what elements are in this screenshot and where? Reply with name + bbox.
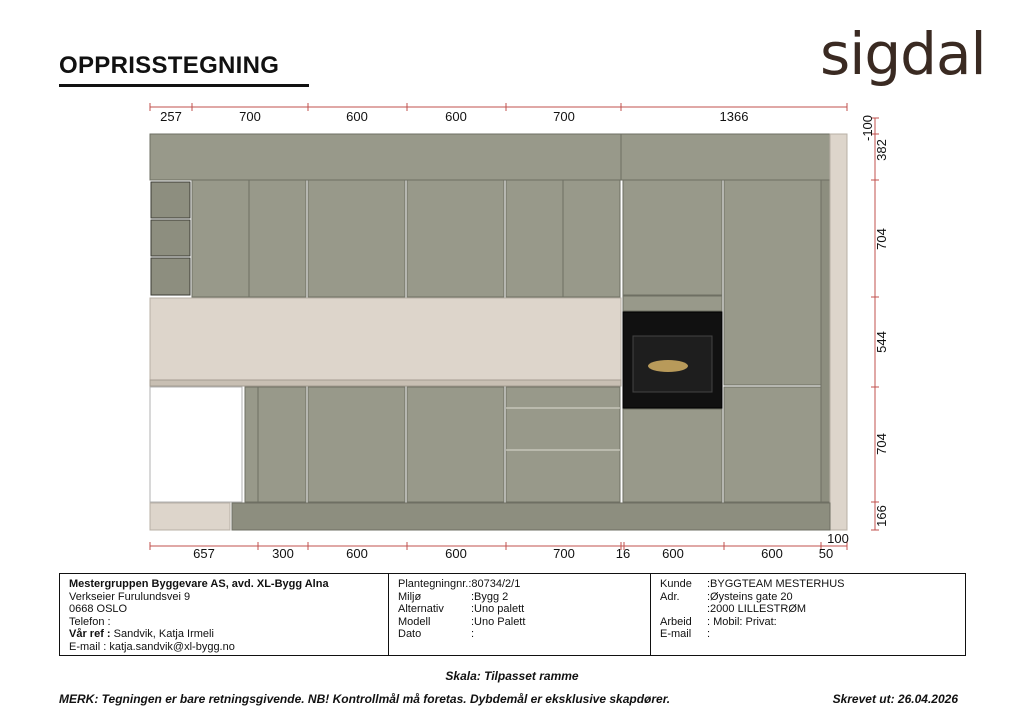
tall-cabinet-top [623,180,722,295]
plan-label: Plantegningnr.: [398,578,472,590]
top-dim-label: 257 [160,109,182,124]
tall-cabinet-bottom [623,409,722,502]
kitchen-elevation [150,134,847,530]
bottom-dim-label: 600 [346,546,368,561]
alt-label: Alternativ [398,603,444,616]
work-value: : Mobil: Privat: [707,615,777,628]
wall-cabinet [308,180,405,297]
bottom-dim-label: 657 [193,546,215,561]
company-address: Verkseier Furulundsvei 9 [69,590,191,603]
tall-cabinet-spacer [623,296,722,311]
page-title: OPPRISSTEGNING [59,52,280,79]
cust-email-label: E-mail [660,628,692,641]
top-dim-label: 1366 [719,109,749,124]
email-value[interactable]: katja.sandvik@xl-bygg.no [109,640,235,653]
plinth-left [150,503,230,530]
small-drawer [151,220,190,256]
env-value: :Bygg 2 [471,590,509,603]
disclaimer-note: MERK: Tegningen er bare retningsgivende. NB! Kontrollmål må foretas. Dybdemål er eksklusive skapdører. [59,692,671,706]
worktop [150,380,621,386]
ref-label: Vår ref : [69,628,111,641]
email-label: E-mail : [69,640,107,653]
customer-value: :BYGGTEAM MESTERHUS [707,578,845,590]
base-cabinet [407,387,504,502]
small-drawer [151,258,190,295]
bottom-dim-label: 600 [445,546,467,561]
wall-cabinet [407,180,504,297]
model-label: Modell [398,615,431,628]
drawer-unit [506,387,620,502]
info-table [59,573,966,656]
filler-strip [821,180,830,502]
company-postal: 0668 OSLO [69,603,128,616]
plan-value: 80734/2/1 [471,578,521,590]
plinth [232,503,830,530]
date-label: Dato [398,628,422,641]
addr-value: :Øysteins gate 20 [707,590,793,603]
bottom-right-dim-label: 100 [827,531,849,546]
tall-cabinet [724,180,821,385]
upper-cornice-right [621,134,830,180]
model-value: :Uno Palett [471,615,526,628]
alt-value: :Uno palett [471,603,525,616]
base-cabinet [308,387,405,502]
right-dim-label: 166 [874,505,889,527]
right-dim-label: 544 [874,331,889,353]
top-dim-label: 600 [346,109,368,124]
right-dim-label: 704 [874,228,889,250]
addr-label: Adr. [660,590,680,603]
top-dim-label: 700 [239,109,261,124]
upper-cornice [150,134,621,180]
print-date: Skrevet ut: 26.04.2026 [832,692,958,706]
supplier-info [60,574,389,655]
date-value: : [471,628,475,641]
right-dim-label: 704 [874,433,889,455]
appliance-opening [150,387,242,502]
customer-label: Kunde [660,578,692,590]
oven-food [648,360,688,372]
backsplash [150,298,621,380]
top-dim-label: 600 [445,109,467,124]
side-panel [830,134,847,530]
company-name: Mestergruppen Byggevare AS, avd. XL-Bygg Alna [69,578,329,590]
base-cabinet [245,387,306,502]
phone-label: Telefon : [69,615,111,628]
bottom-dim-label: 16 [615,546,631,561]
env-label: Miljø [398,590,422,603]
right-dimension-line [871,118,879,530]
tall-cabinet [724,387,821,502]
ref-value: Sandvik, Katja Irmeli [113,628,214,641]
addr-value-2: :2000 LILLESTRØM [707,603,807,616]
scale-text: Skala: Tilpasset ramme [445,669,579,683]
bottom-dimension-line [150,542,847,550]
sigdal-logo: sigdal [820,20,986,88]
work-label: Arbeid [660,615,692,628]
customer-info [651,574,965,655]
bottom-dim-label: 700 [553,546,575,561]
bottom-dim-label: 600 [761,546,783,561]
bottom-dim-label: 300 [272,546,294,561]
plan-info [389,574,651,655]
bottom-dim-label: 50 [818,546,834,561]
cust-email-value: : [707,628,711,641]
top-dim-label: 700 [553,109,575,124]
bottom-dim-label: 600 [662,546,684,561]
right-dim-label: -100 [860,114,875,142]
small-drawer [151,182,190,218]
right-dim-label: 382 [874,139,889,161]
